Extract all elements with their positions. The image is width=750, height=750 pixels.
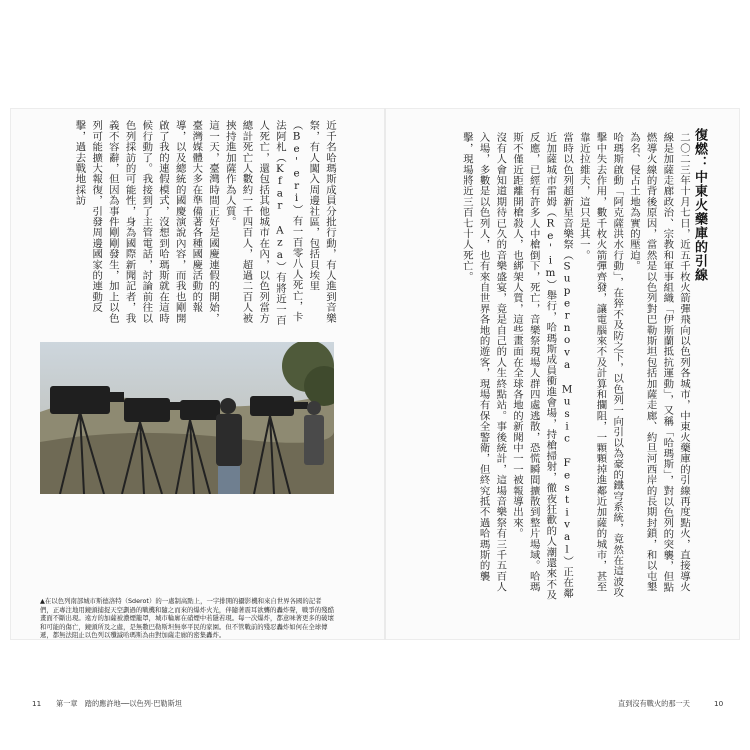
right-paragraph-1: 二〇二三年十月七日，近五千枚火箭彈飛向以色列各城市，中東火藥庫的引線再度點火，直接導火線是加薩走廊政治、宗教和軍事組織「伊斯蘭抵抗運動」，又稱「哈瑪斯」，對以色列的突襲，但點燃導火線的背後原因，當然是以色列對巴勒斯坦包括加薩走廊、約旦河西岸的長期封鎖，和以屯墾為名、侵占土地為實的壓迫。 (627, 132, 690, 593)
right-paragraph-2: 哈瑪斯啟動「阿克薩洪水行動」，在猝不及防之下，以色列一向引以為豪的鐵穹系統，竟然在這波攻擊中失去作用，數千枚火箭彈齊發，讓電腦來不及計算和攔阻，一顆顆掉進鄰近加薩的城市，甚至靠近拉維夫，這只是其一。 (577, 132, 624, 598)
right-page-body-text (420, 132, 692, 602)
left-chapter-title: 第一章 踏的應許地──以色列‧巴勒斯坦 (56, 699, 182, 708)
photo-caption: ▲在以色列南部城市斯德洛特（Sderot）的一處制高點上，一字排開的攝影機和來自世界各國的記者們，正專注地用鏡頭捕捉天空劃過的戰機和隨之而來的爆炸火光，伴隨著震耳欲聾的轟炸聲，戰爭的殘酷畫面不斷出現。遠方的加薩被濃煙籠罩，城市輪廓在硝煙中若隱若現。每一次爆炸，都意味著更多的破壞和可能的傷亡，鏡頭所及之處，是無數巴勒斯坦無辜平民的家園。但不管戰前的殘忍轟炸如何在全球傳遞，都無法阻止以色列以殲滅哈瑪斯為由對加薩走廊的密集轟炸。 (40, 597, 334, 640)
left-page-number: 11 (32, 699, 42, 708)
photo-illustration (40, 342, 334, 494)
section-heading: 復燃：中東火藥庫的引線 (692, 128, 707, 282)
left-paragraph-1: 近千名哈瑪斯成員分批行動，有人進到音樂祭，有人闖入周邊社區，包括貝埃里（Be'eri）有一百零八人死亡，卡法阿札（Kfar Aza）有將近一百人死亡，還包括其他城市在內，以色列當方總計死亡人數約一千四百人，超過二百人被挾持進加薩作為人質。 (223, 120, 336, 326)
left-paragraph-2: 這一天，臺灣時間正好是國慶連假的開始，臺灣媒體大多在準備著各種國慶活動的報導，以及總統的國慶演說內容，而我也剛開啟了我的連假模式，沒想到哈瑪斯就在這時候行動了。我接到了主管電話，討論前往以色列採訪的可能性，身為國際新聞記者，我義不容辭，但因為事件剛剛發生，加上以色列可能擴大報復，引發周邊國家的連動反擊，過去戰地採訪 (73, 120, 220, 324)
book-gutter (384, 108, 386, 640)
right-paragraph-4: 沒有人會知道期待已久的音樂盛宴，竟是自己的人生終點站。事後統計，這場音樂祭有三千五百人入場，多數是以色列人，也有來自世界各地的遊客，現場有保全警衛，但終究抵不過哈瑪斯的襲擊，現場將近三百七十人死亡。 (460, 132, 507, 593)
right-page-number: 10 (714, 699, 724, 708)
right-paragraph-3: 當時以色列超新星音樂祭（Supernova Music Festival）正在鄰近加薩城市雷姆（Re'im）舉行，哈瑪斯成員衝進會場，持槍掃射，徹夜狂歡的人潮還來不及反應，已經有許多人中槍倒下，死亡，音樂祭現場人群四處逃散，恐慌瞬間擴散到整片場域。哈瑪斯不僅近距離開槍殺人，也綁架人質，這些畫面在全球各地的新聞中一一被報導出來。 (510, 132, 574, 601)
left-page-body-text (48, 120, 338, 328)
right-running-title: 直到沒有戰火的那一天 (618, 699, 690, 708)
book-spread (10, 108, 740, 708)
journalists-photo (40, 342, 334, 494)
